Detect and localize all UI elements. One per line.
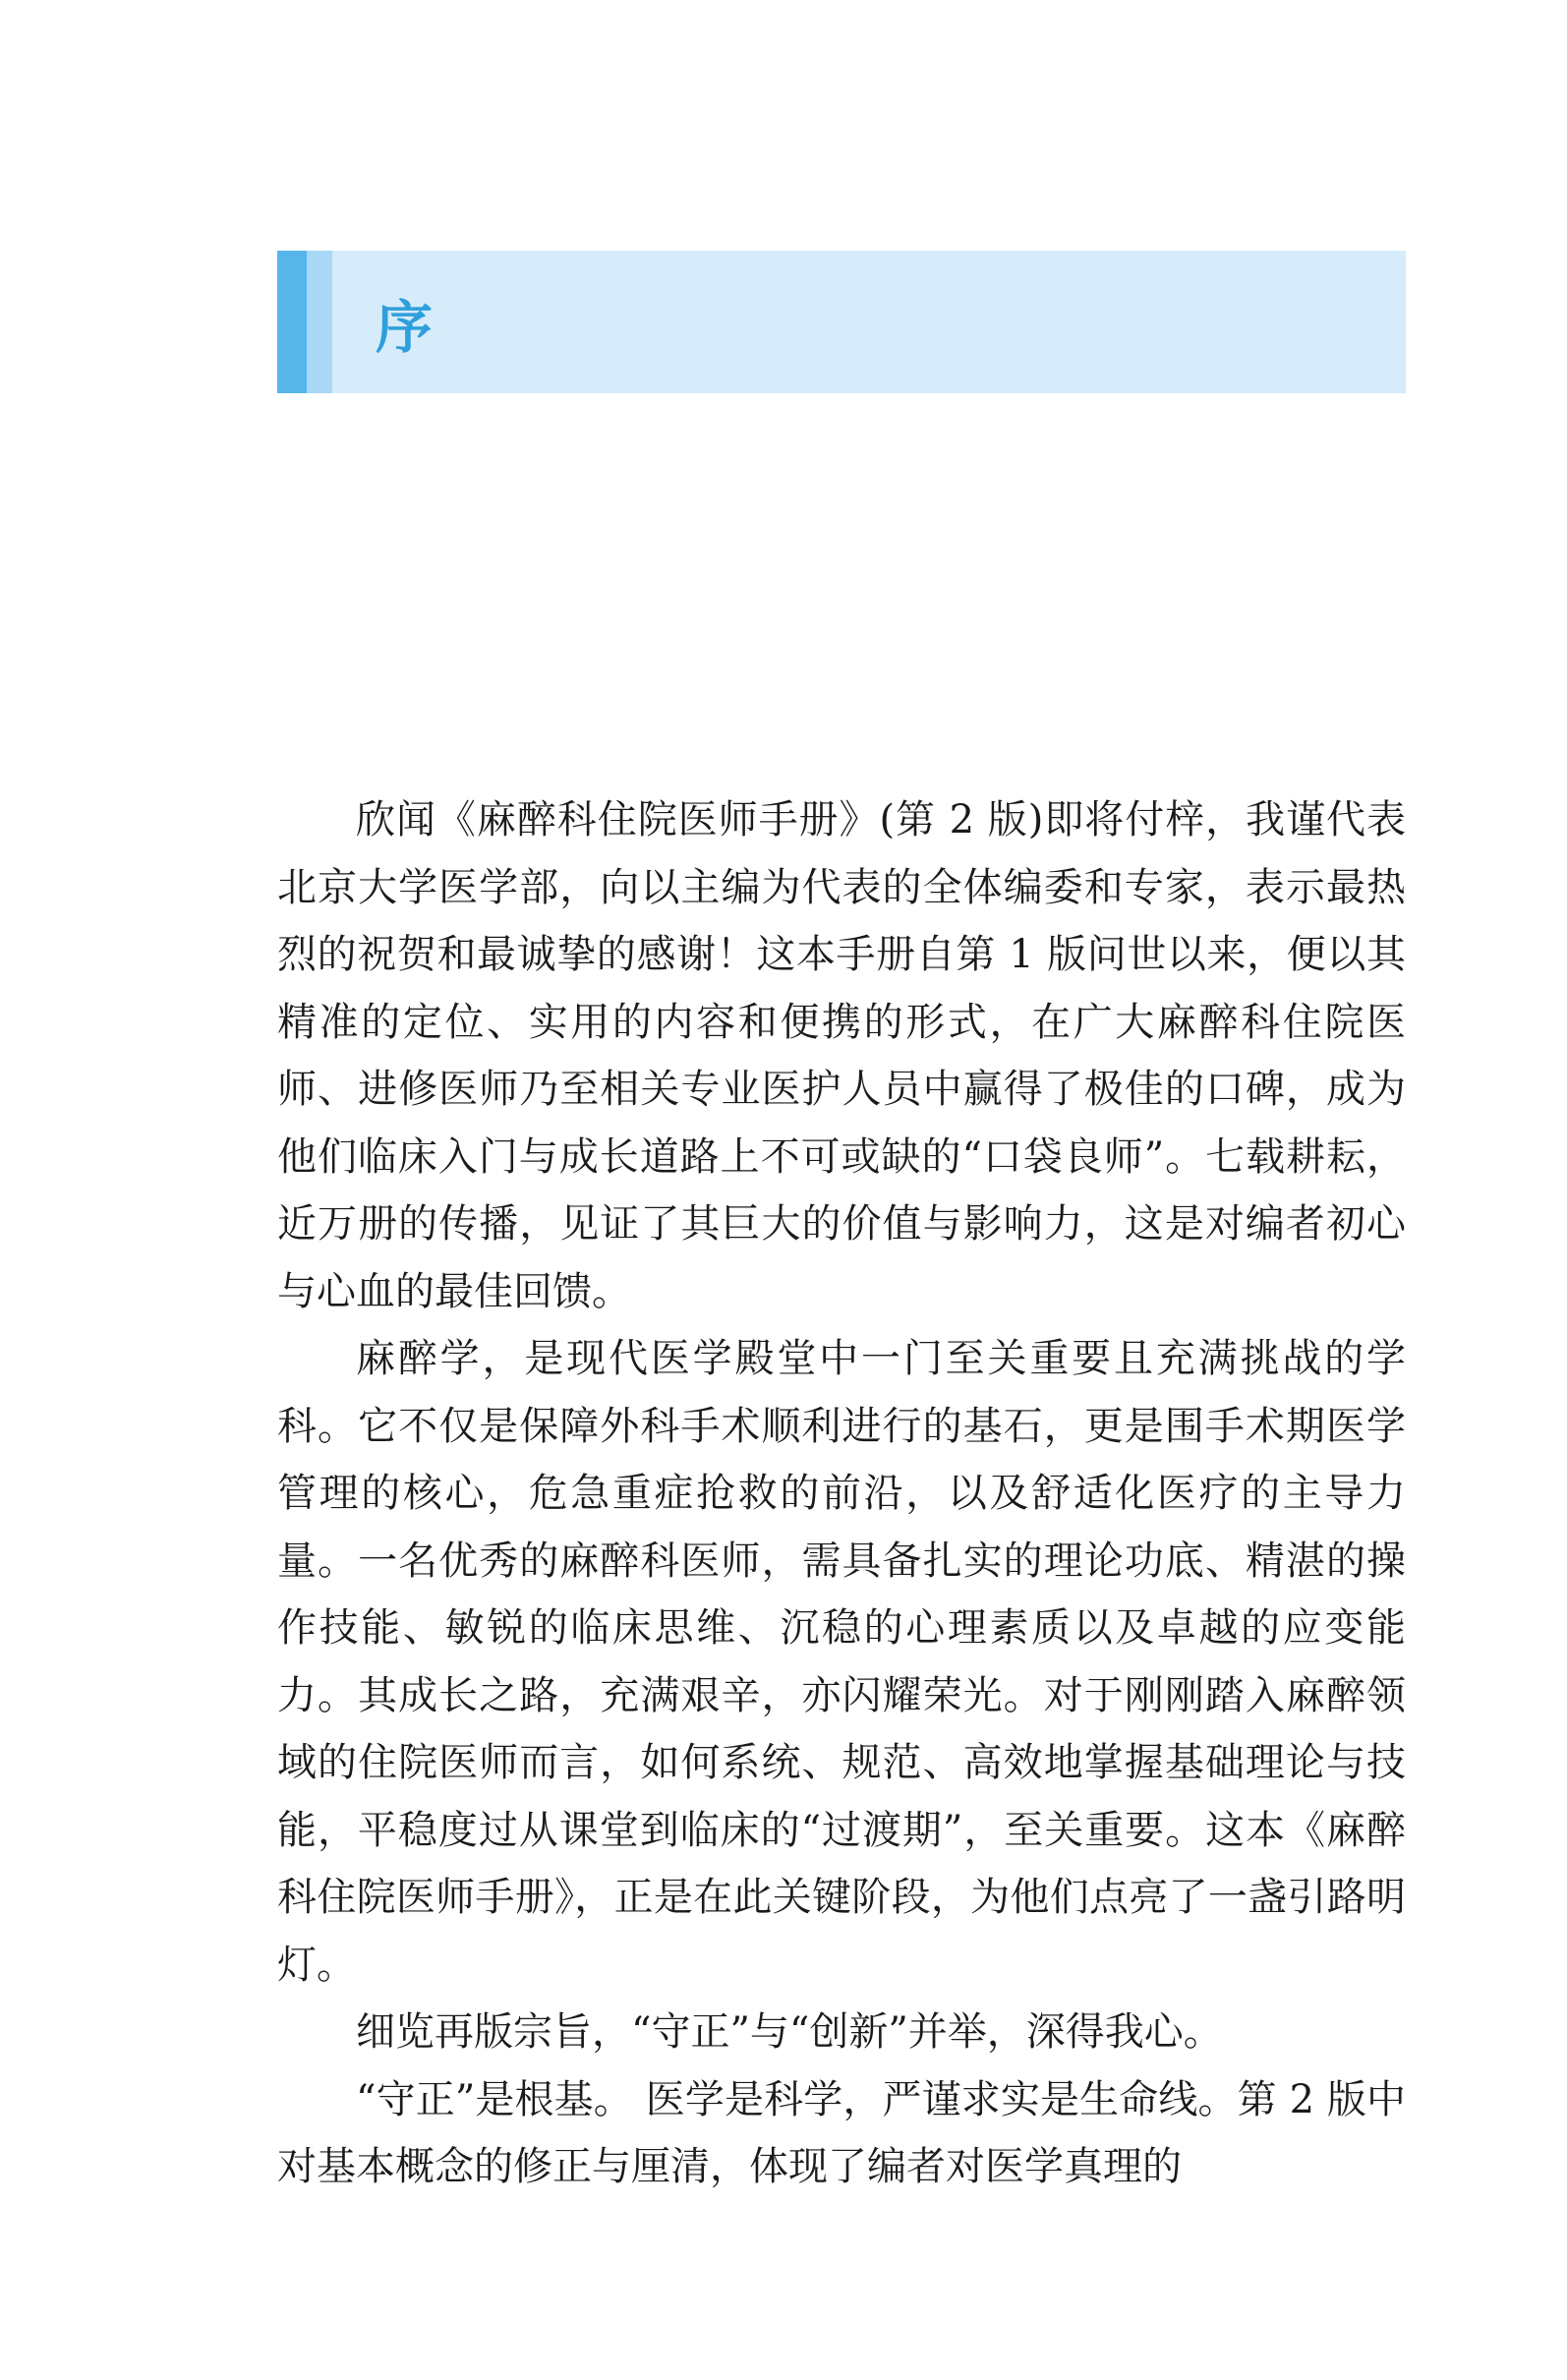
section-heading-bar (277, 251, 1406, 393)
paragraph: 欣闻《麻醉科住院医师手册》(第 2 版)即将付梓，我谨代表北京大学医学部，向以主编为代表的全体编委和专家，表示最热烈的祝贺和最诚挚的感谢！这本手册自第 1 版问世以来，便以其精准的定位、实用的内容和便携的形式，在广大麻醉科住院医师、进修医师乃至相关专业医护人员中赢得了极佳的口碑，成为他们临床入门与成长道路上不可或缺的“口袋良师”。七载耕耘，近万册的传播，见证了其巨大的价值与影响力，这是对编者初心与心血的最佳回馈。 (277, 797, 1406, 1314)
paragraph: 细览再版宗旨，“守正”与“创新”并举，深得我心。 (356, 2009, 1223, 2055)
paragraph: “守正”是根基。 医学是科学，严谨求实是生命线。第 2 版中对基本概念的修正与厘清，体现了编者对医学真理的 (277, 2076, 1406, 2189)
preface-body (277, 786, 1406, 2201)
section-title: 序 (376, 293, 435, 361)
heading-accent-stripe-light (307, 251, 332, 393)
heading-accent-stripe (277, 251, 307, 393)
paragraph: 麻醉学，是现代医学殿堂中一门至关重要且充满挑战的学科。它不仅是保障外科手术顺利进行的基石，更是围手术期医学管理的核心，危急重症抢救的前沿，以及舒适化医疗的主导力量。一名优秀的麻醉科医师，需具备扎实的理论功底、精湛的操作技能、敏锐的临床思维、沉稳的心理素质以及卓越的应变能力。其成长之路，充满艰辛，亦闪耀荣光。对于刚刚踏入麻醉领域的住院医师而言，如何系统、规范、高效地掌握基础理论与技能，平稳度过从课堂到临床的“过渡期”，至关重要。这本《麻醉科住院医师手册》，正是在此关键阶段，为他们点亮了一盏引路明灯。 (277, 1336, 1406, 1988)
